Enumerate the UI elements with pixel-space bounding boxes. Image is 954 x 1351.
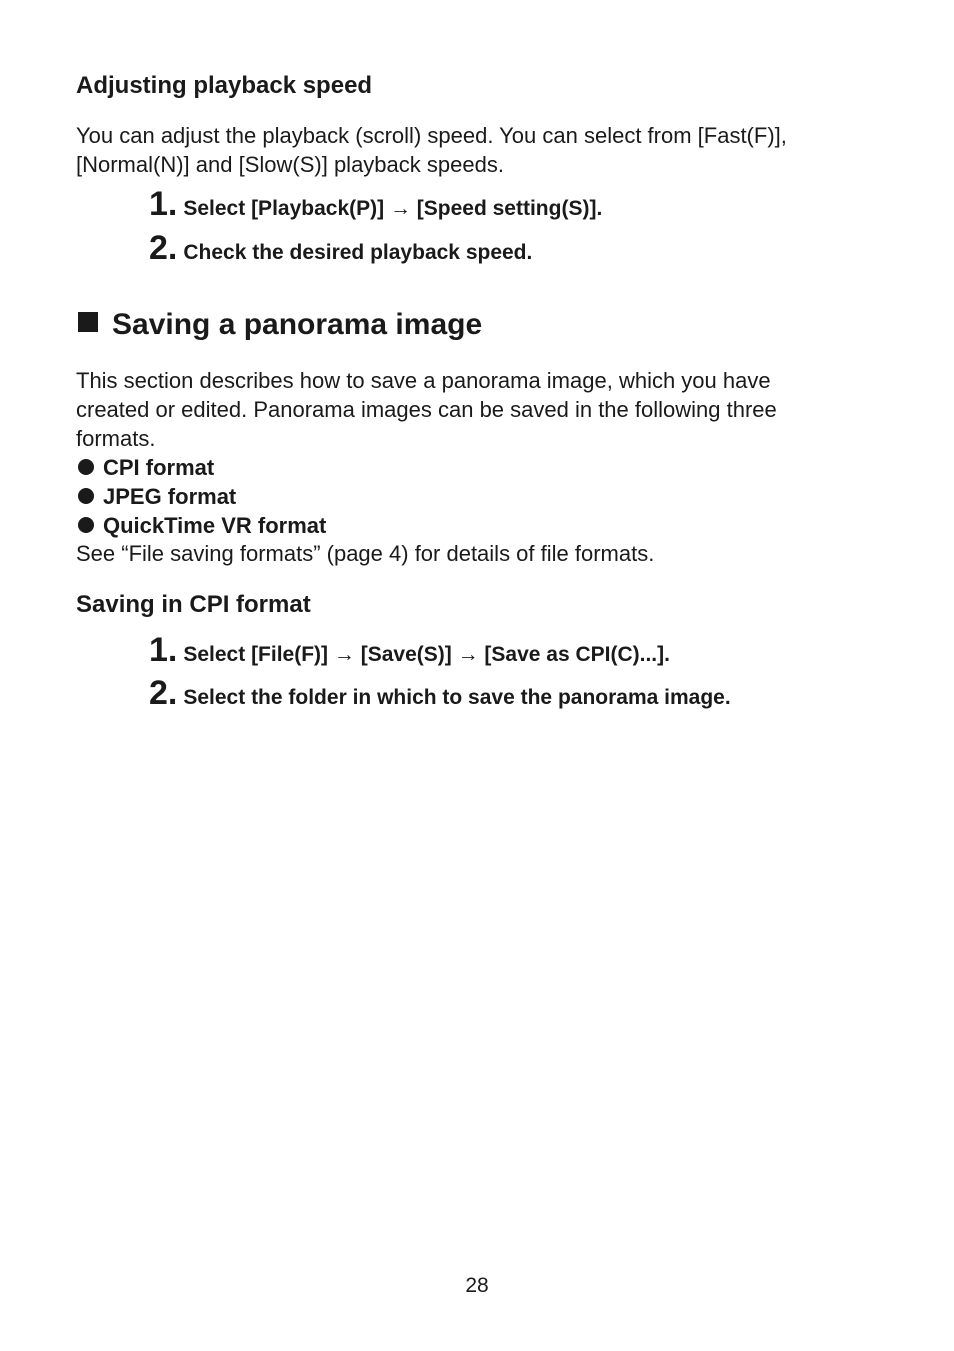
paragraph-line: formats. — [76, 426, 156, 451]
list-item: JPEG format — [78, 482, 326, 511]
step-text: Select the folder in which to save the panorama image. — [183, 686, 731, 709]
step-number: 1. — [149, 631, 178, 669]
step-text: Check the desired playback speed. — [183, 241, 533, 264]
step-2-playback — [149, 229, 532, 268]
paragraph-line: This section describes how to save a panorama image, which you have — [76, 368, 771, 393]
circle-bullet-icon — [78, 517, 94, 533]
step-text: Select [Playback(P)] → [Speed setting(S)]. — [183, 197, 603, 220]
paragraph-line: [Normal(N)] and [Slow(S)] playback speeds. — [76, 152, 504, 177]
step-number: 1. — [149, 185, 178, 223]
format-bullet-list — [78, 453, 326, 540]
heading-text: Saving a panorama image — [112, 308, 483, 341]
section-heading-saving-panorama — [78, 308, 482, 342]
section-heading-playback-speed: Adjusting playback speed — [76, 72, 373, 99]
paragraph-line: You can adjust the playback (scroll) speed. You can select from [Fast(F)], — [76, 123, 787, 148]
playback-speed-paragraph — [76, 121, 787, 179]
step-2-save-cpi — [149, 674, 731, 713]
circle-bullet-icon — [78, 459, 94, 475]
circle-bullet-icon — [78, 488, 94, 504]
square-bullet-icon — [78, 312, 98, 332]
see-also-text: See “File saving formats” (page 4) for details of file formats. — [76, 541, 655, 566]
step-1-save-cpi — [149, 631, 670, 670]
list-item: QuickTime VR format — [78, 511, 326, 540]
step-text: Select [File(F)] → [Save(S)] → [Save as CPI(C)...]. — [183, 643, 670, 666]
list-item: CPI format — [78, 453, 326, 482]
saving-panorama-paragraph — [76, 366, 777, 453]
paragraph-line: created or edited. Panorama images can be saved in the following three — [76, 397, 777, 422]
step-number: 2. — [149, 229, 178, 267]
step-1-playback — [149, 185, 602, 224]
page-number: 28 — [465, 1274, 489, 1297]
section-heading-saving-cpi: Saving in CPI format — [76, 591, 311, 618]
step-number: 2. — [149, 674, 178, 712]
